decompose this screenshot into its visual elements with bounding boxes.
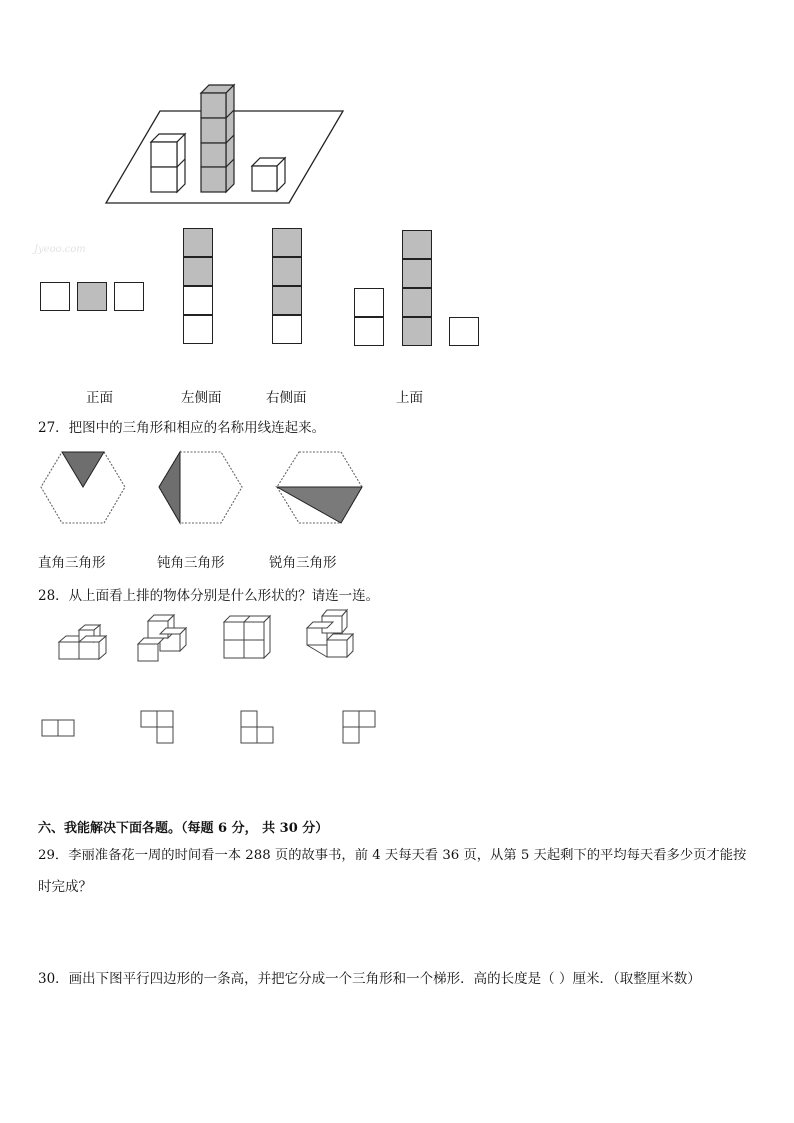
view-square-shaded [402, 230, 432, 259]
label-right-triangle: 直角三角形 [38, 555, 106, 571]
view-label-front: 正面 [86, 390, 113, 406]
view-square [272, 315, 302, 344]
watermark: Jyeoo.com [34, 244, 86, 255]
view-square [183, 286, 213, 315]
label-obtuse-triangle: 钝角三角形 [157, 555, 225, 571]
view-square-shaded [402, 259, 432, 288]
view-square [354, 288, 384, 317]
section-heading: 六、我能解决下面各题。（每题 6 分， 共 30 分） [38, 821, 329, 836]
view-square-shaded [183, 257, 213, 286]
label-acute-triangle: 锐角三角形 [269, 555, 337, 571]
question-29-line2: 时完成？ [38, 879, 92, 895]
hexagon-triangles-figure [0, 446, 794, 536]
view-square [449, 317, 479, 346]
view-label-top: 上面 [396, 390, 423, 406]
question-27: 27．把图中的三角形和相应的名称用线连起来。 [38, 420, 326, 436]
view-label-left: 左侧面 [181, 390, 222, 406]
view-square-shaded [272, 257, 302, 286]
view-square-shaded [402, 317, 432, 346]
view-square [40, 282, 70, 311]
view-square-shaded [183, 228, 213, 257]
block-objects-figure [0, 606, 794, 746]
view-label-right: 右侧面 [266, 390, 307, 406]
view-square [354, 317, 384, 346]
question-30: 30．画出下图平行四边形的一条高，并把它分成一个三角形和一个梯形．高的长度是（ ）厘米．（取整厘米数） [38, 971, 701, 987]
view-square [183, 315, 213, 344]
view-square-shaded [272, 228, 302, 257]
question-28: 28．从上面看上排的物体分别是什么形状的？请连一连。 [38, 588, 380, 604]
view-square-shaded [402, 288, 432, 317]
question-29-line1: 29．李丽准备花一周的时间看一本 288 页的故事书，前 4 天每天看 36 页，从第 5 天起剩下的平均每天看多少页才能按 [38, 848, 747, 863]
cube-stack-figure [0, 0, 794, 220]
view-square-shaded [77, 282, 107, 311]
view-square-shaded [272, 286, 302, 315]
view-square [114, 282, 144, 311]
